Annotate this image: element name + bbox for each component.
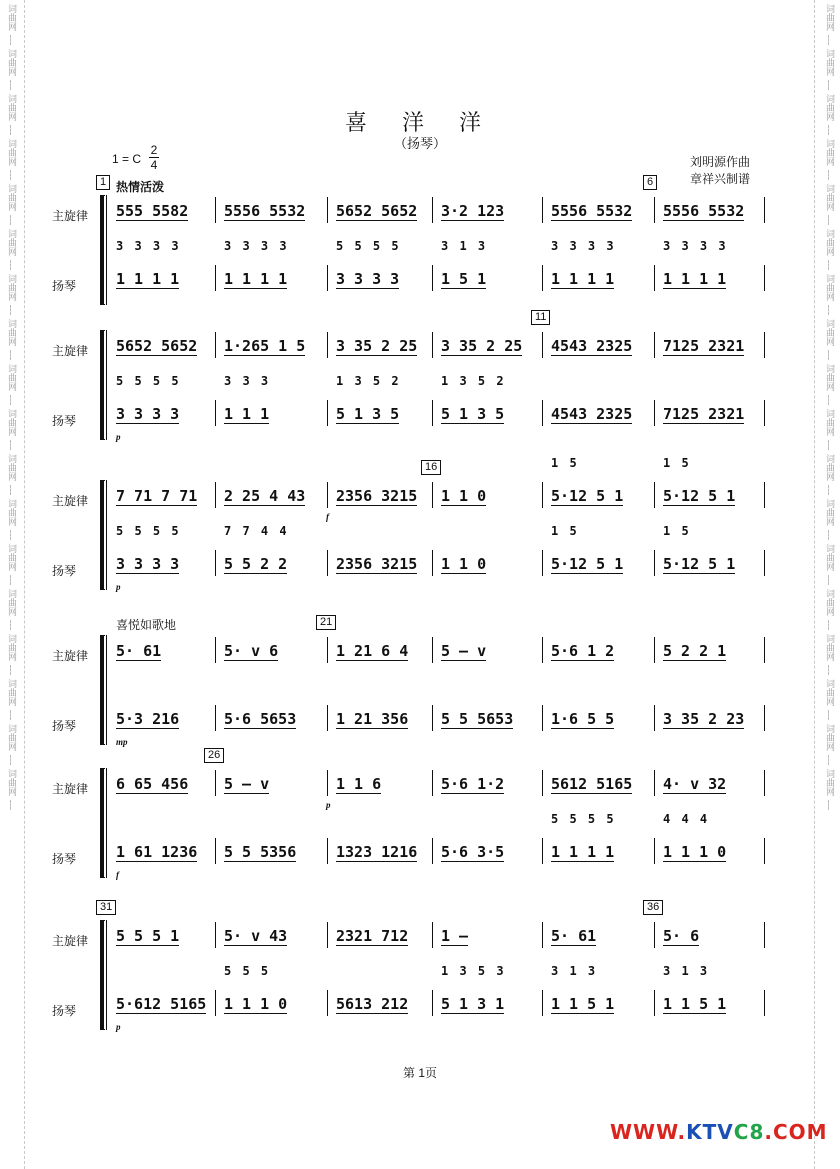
yangqin-notes: 1·6 5 5 [551,710,615,728]
system-barline-start [106,920,107,1030]
yangqin-notes: 5 1 3 1 [441,995,505,1013]
melody-measure [216,770,328,796]
left-margin-watermark [0,0,22,1169]
yangqin-upper-notes: 5 5 5 5 [116,524,181,538]
margin-watermark-text: 词曲网 [824,139,835,166]
margin-watermark-text: 词曲网 [824,769,835,796]
yangqin-notes: 1 1 1 0 [663,843,727,861]
melody-measure [328,922,433,948]
melody-notes: 5 – v [224,775,270,793]
yangqin-upper-notes: 5 5 5 5 [336,239,401,253]
left-margin-rule [24,0,25,1169]
melody-notes: 5652 5652 [336,202,418,220]
staff-melody [108,922,765,948]
melody-notes: 1 – [441,927,469,945]
yangqin-measure [328,374,433,426]
melody-measure [216,482,328,508]
staff-melody [108,197,765,223]
system-barline-start [106,635,107,745]
yangqin-measure [216,838,328,864]
system-barline-start [106,195,107,305]
credits [690,154,750,188]
part-label-melody: 主旋律 [52,209,89,223]
melody-notes: 2 25 4 43 [224,487,306,505]
yangqin-upper-notes: 3 1 3 [441,239,488,253]
yangqin-measure [543,705,655,731]
melody-measure [655,456,765,508]
yangqin-upper-notes: 1 5 [551,524,579,538]
margin-watermark-text: 词曲网 [6,139,17,166]
yangqin-notes: 1 61 1236 [116,843,198,861]
part-label-yangqin: 扬琴 [52,1004,77,1018]
melody-notes: 4543 2325 [551,337,633,355]
melody-measure [543,922,655,948]
measure-number: 1 [96,175,110,190]
page-subtitle: （扬琴） [393,136,446,151]
staff-melody [108,637,765,663]
melody-notes: 2356 3215 [336,487,418,505]
melody-measure [433,922,543,948]
measure-number: 6 [643,175,657,190]
margin-watermark-text: 词曲网 [6,544,17,571]
margin-watermark-text: 词曲网 [6,319,17,346]
yangqin-measure [108,524,216,576]
expression-mark: 喜悦如歌地 [116,618,177,632]
yangqin-notes: 1 1 1 1 [224,270,288,288]
melody-notes: 5· v 43 [224,927,288,945]
melody-measure [328,637,433,663]
melody-measure [433,482,543,508]
yangqin-upper-notes: 7 7 4 4 [224,524,289,538]
staff-yangqin [108,374,765,426]
dynamic-mark: f [326,512,329,522]
yangqin-upper-notes: 3 3 3 3 [551,239,616,253]
yangqin-notes: 5 5 5356 [224,843,297,861]
yangqin-measure [655,964,765,1016]
system-barline-start [106,330,107,440]
margin-watermark-text: 词曲网 [6,274,17,301]
yangqin-measure [433,964,543,1016]
dynamic-mark: p [116,1022,121,1032]
yangqin-notes: 5·6 3·5 [441,843,505,861]
yangqin-notes: 1 1 5 1 [663,995,727,1013]
margin-watermark-text: 词曲网 [6,364,17,391]
watermark-part-a: WWW. [610,1120,687,1144]
yangqin-measure [216,374,328,426]
arranger: 章祥兴制谱 [690,172,751,186]
melody-notes: 555 5582 [116,202,189,220]
yangqin-notes: 2356 3215 [336,555,418,573]
melody-notes: 1 21 6 4 [336,642,409,660]
melody-measure [433,770,543,796]
margin-watermark-text: 词曲网 [824,184,835,211]
yangqin-measure [655,812,765,864]
yangqin-notes: 1323 1216 [336,843,418,861]
yangqin-notes: 1 1 1 0 [224,995,288,1013]
yangqin-measure [108,239,216,291]
yangqin-notes: 1 1 1 1 [551,843,615,861]
yangqin-notes: 3 35 2 23 [663,710,745,728]
yangqin-upper-notes: 1 3 5 3 [441,964,506,978]
yangqin-measure [216,964,328,1016]
margin-watermark-text: 词曲网 [824,49,835,76]
margin-watermark-text: 词曲网 [824,364,835,391]
melody-measure [543,197,655,223]
yangqin-measure [433,705,543,731]
melody-measure [543,770,655,796]
yangqin-notes: 4543 2325 [551,405,633,423]
part-label-melody: 主旋律 [52,934,89,948]
yangqin-measure [328,838,433,864]
watermark-part-d: .COM [764,1120,828,1144]
melody-notes: 5556 5532 [551,202,633,220]
yangqin-notes: 3 3 3 3 [116,405,180,423]
yangqin-notes: 5 5 2 2 [224,555,288,573]
yangqin-upper-notes: 1 3 5 2 [336,374,401,388]
part-label-yangqin: 扬琴 [52,852,77,866]
margin-watermark-text: 词曲网 [824,319,835,346]
melody-measure [433,332,543,358]
melody-measure [108,637,216,663]
yangqin-notes: 1 5 1 [441,270,487,288]
melody-measure [108,197,216,223]
melody-notes: 5652 5652 [116,337,198,355]
composer: 刘明源作曲 [690,155,751,169]
yangqin-upper-notes: 4 4 4 [663,812,710,826]
part-label-yangqin: 扬琴 [52,414,77,428]
melody-notes: 5· 6 [663,927,700,945]
melody-measure [655,637,765,663]
yangqin-upper-notes: 5 5 5 5 [116,374,181,388]
margin-watermark-text: 词曲网 [6,499,17,526]
margin-watermark-text: 词曲网 [6,589,17,616]
melody-notes: 5·6 1·2 [441,775,505,793]
yangqin-notes: 3 3 3 3 [336,270,400,288]
melody-measure [433,637,543,663]
melody-notes: 6 65 456 [116,775,189,793]
yangqin-notes: 1 21 356 [336,710,409,728]
melody-notes: 5·6 1 2 [551,642,615,660]
margin-watermark-text: 词曲网 [6,184,17,211]
melody-notes: 5612 5165 [551,775,633,793]
margin-watermark-text: 词曲网 [6,49,17,76]
yangqin-measure [655,524,765,576]
yangqin-notes: 5 1 3 5 [441,405,505,423]
measure-number: 16 [421,460,441,475]
yangqin-measure [108,838,216,864]
system-bracket [100,330,105,440]
margin-watermark-text: 词曲网 [824,724,835,751]
dynamic-mark: f [116,870,119,880]
yangqin-notes: 5·12 5 1 [663,555,736,573]
margin-watermark-text: 词曲网 [824,544,835,571]
melody-measure [216,197,328,223]
key-signature: 1 = C [112,152,142,166]
measure-number: 31 [96,900,116,915]
yangqin-notes: 1 1 0 [441,555,487,573]
melody-notes: 4· v 32 [663,775,727,793]
melody-notes: 5 – v [441,642,487,660]
measure-number: 26 [204,748,224,763]
yangqin-notes: 5·12 5 1 [551,555,624,573]
melody-notes: 5· v 6 [224,642,279,660]
page-footer: 第 1页 [402,1066,437,1080]
margin-watermark-text: 词曲网 [824,94,835,121]
yangqin-measure [216,705,328,731]
yangqin-notes: 5·6 5653 [224,710,297,728]
yangqin-upper-notes: 3 3 3 3 [224,239,289,253]
yangqin-measure [216,239,328,291]
melody-notes: 3·2 123 [441,202,505,220]
system-barline-start [106,480,107,590]
time-signature [149,143,159,172]
melody-notes: 1 1 0 [441,487,487,505]
melody-notes: 7 71 7 71 [116,487,198,505]
melody-measure [543,456,655,508]
tempo-mark: 热情活泼 [116,180,165,194]
page-title: 喜 洋 洋 [345,111,495,136]
yangqin-notes: 5·3 216 [116,710,180,728]
yangqin-measure [328,550,433,576]
melody-notes: 1·265 1 5 [224,337,306,355]
melody-notes: 3 35 2 25 [441,337,523,355]
yangqin-measure [543,524,655,576]
melody-measure [108,482,216,508]
yangqin-measure [328,990,433,1016]
margin-watermark-text: 词曲网 [824,229,835,256]
right-margin-rule [814,0,815,1169]
measure-number: 11 [531,310,550,325]
melody-measure [108,332,216,358]
melody-notes: 3 35 2 25 [336,337,418,355]
melody-notes: 5· 61 [116,642,162,660]
melody-measure [543,332,655,358]
margin-watermark-text: 词曲网 [6,679,17,706]
part-label-yangqin: 扬琴 [52,564,77,578]
yangqin-measure [328,705,433,731]
yangqin-upper-notes: 3 1 3 [551,964,598,978]
yangqin-notes: 1 1 1 [224,405,270,423]
melody-measure [655,332,765,358]
yangqin-measure [433,374,543,426]
yangqin-measure [433,838,543,864]
melody-measure [543,637,655,663]
yangqin-notes: 3 3 3 3 [116,555,180,573]
yangqin-measure [655,239,765,291]
staff-melody [108,770,765,796]
dynamic-mark: mp [116,737,128,747]
system-bracket [100,635,105,745]
yangqin-notes: 1 1 1 1 [663,270,727,288]
system-barline-start [106,768,107,878]
yangqin-measure [108,990,216,1016]
margin-watermark-text: 词曲网 [6,409,17,436]
yangqin-measure [655,705,765,731]
yangqin-notes: 5·612 5165 [116,995,207,1013]
melody-notes: 5556 5532 [224,202,306,220]
yangqin-measure [108,705,216,731]
right-margin-watermark [818,0,840,1169]
melody-notes: 5·12 5 1 [551,487,624,505]
melody-upper-notes: 1 5 [551,456,579,470]
melody-measure [216,332,328,358]
staff-melody [108,332,765,358]
yangqin-upper-notes: 5 5 5 [224,964,271,978]
part-label-yangqin: 扬琴 [52,279,77,293]
yangqin-measure [108,374,216,426]
dynamic-mark: p [326,800,331,810]
melody-upper-notes: 1 5 [663,456,691,470]
yangqin-measure [543,239,655,291]
yangqin-notes: 1 1 5 1 [551,995,615,1013]
melody-measure [216,637,328,663]
yangqin-notes: 1 1 1 1 [116,270,180,288]
yangqin-measure [433,239,543,291]
dynamic-mark: p [116,432,121,442]
yangqin-upper-notes: 1 3 5 2 [441,374,506,388]
yangqin-measure [433,550,543,576]
yangqin-upper-notes: 3 1 3 [663,964,710,978]
melody-measure [655,197,765,223]
margin-watermark-text: 词曲网 [6,724,17,751]
part-label-melody: 主旋律 [52,649,89,663]
melody-measure [108,770,216,796]
melody-notes: 5556 5532 [663,202,745,220]
measure-number: 36 [643,900,663,915]
margin-watermark-text: 词曲网 [6,229,17,256]
staff-yangqin [108,239,765,291]
margin-watermark-text: 词曲网 [6,454,17,481]
part-label-melody: 主旋律 [52,782,89,796]
yangqin-measure [328,239,433,291]
melody-notes: 5· 61 [551,927,597,945]
melody-measure [655,770,765,796]
margin-watermark-text: 词曲网 [824,679,835,706]
melody-measure [328,197,433,223]
melody-measure [108,922,216,948]
yangqin-measure [543,400,655,426]
yangqin-upper-notes: 3 3 3 3 [663,239,728,253]
system-bracket [100,480,105,590]
part-label-yangqin: 扬琴 [52,719,77,733]
margin-watermark-text: 词曲网 [6,769,17,796]
yangqin-upper-notes: 3 3 3 [224,374,271,388]
watermark-part-b: KTV [686,1120,734,1144]
yangqin-upper-notes: 3 3 3 3 [116,239,181,253]
margin-watermark-text: 词曲网 [6,4,17,31]
yangqin-notes: 5 1 3 5 [336,405,400,423]
melody-notes: 2321 712 [336,927,409,945]
melody-measure [328,332,433,358]
yangqin-notes: 7125 2321 [663,405,745,423]
yangqin-upper-notes: 1 5 [663,524,691,538]
margin-watermark-text: 词曲网 [824,589,835,616]
part-label-melody: 主旋律 [52,494,89,508]
staff-yangqin [108,964,765,1016]
yangqin-measure [655,400,765,426]
melody-measure [216,922,328,948]
system-bracket [100,920,105,1030]
margin-watermark-text: 词曲网 [824,454,835,481]
margin-watermark-text: 词曲网 [6,634,17,661]
yangqin-notes: 5 5 5653 [441,710,514,728]
measure-number: 21 [316,615,336,630]
melody-notes: 5 5 5 1 [116,927,180,945]
melody-notes: 7125 2321 [663,337,745,355]
yangqin-upper-notes: 5 5 5 5 [551,812,616,826]
system-bracket [100,195,105,305]
yangqin-notes: 5613 212 [336,995,409,1013]
margin-watermark-text: 词曲网 [6,94,17,121]
melody-notes: 5·12 5 1 [663,487,736,505]
margin-watermark-text: 词曲网 [824,634,835,661]
yangqin-measure [543,812,655,864]
melody-measure [655,922,765,948]
dynamic-mark: p [116,582,121,592]
melody-measure [433,197,543,223]
margin-watermark-text: 词曲网 [824,274,835,301]
melody-notes: 1 1 6 [336,775,382,793]
staff-yangqin [108,812,765,864]
margin-watermark-text: 词曲网 [824,4,835,31]
yangqin-measure [216,524,328,576]
melody-measure [328,770,433,796]
time-signature-denominator: 4 [150,158,158,172]
watermark-part-c: C8 [733,1120,765,1144]
margin-watermark-text: 词曲网 [824,409,835,436]
time-signature-numerator: 2 [150,143,158,157]
part-label-melody: 主旋律 [52,344,89,358]
melody-measure [328,482,433,508]
yangqin-notes: 1 1 1 1 [551,270,615,288]
system-bracket [100,768,105,878]
site-watermark [610,1120,828,1144]
melody-notes: 5 2 2 1 [663,642,727,660]
margin-watermark-text: 词曲网 [824,499,835,526]
yangqin-measure [543,964,655,1016]
staff-yangqin [108,705,765,731]
staff-yangqin [108,524,765,576]
